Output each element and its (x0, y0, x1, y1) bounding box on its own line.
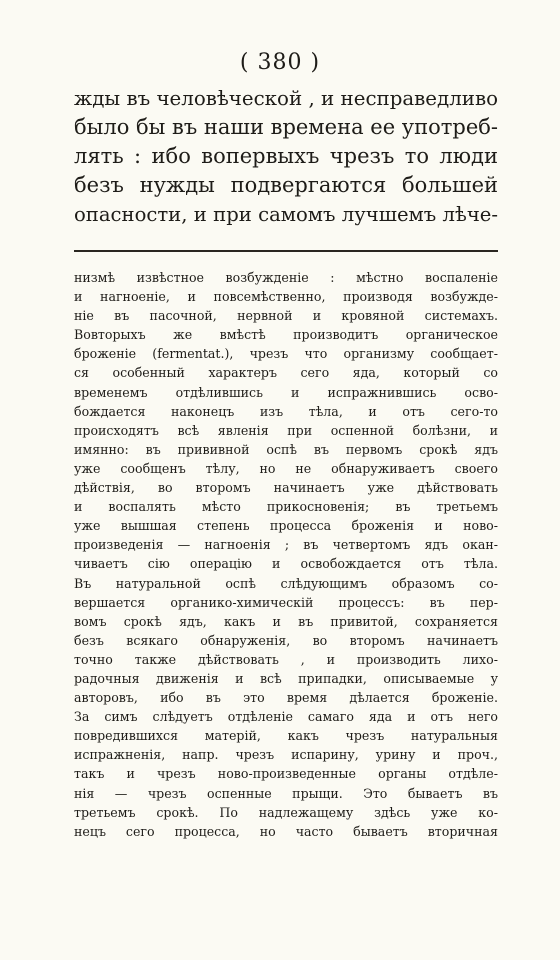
footnote-line: третьемъ срокѣ. По надлежащему здѣсь уже ко- (74, 804, 498, 820)
footnote-line: За симъ слѣдуетъ отдѣленіе самаго яда и отъ него (74, 709, 498, 725)
main-text-line: было бы въ наши времена ее употреб- (74, 115, 499, 139)
footnote-line: бождается наконецъ изъ тѣла, и отъ сего-то (74, 403, 498, 419)
footnote-line: авторовъ, ибо въ это время дѣлается броженіе. (74, 690, 498, 706)
footnote-line: Вовторыхъ же вмѣстѣ производитъ органическое (74, 327, 498, 343)
footnote-line: и воспалять мѣсто прикосновенія; въ третьемъ (74, 499, 498, 515)
footnote-line: броженіе (fermentat.), чрезъ что организму сообщает- (74, 346, 498, 362)
main-text-block (74, 84, 498, 229)
footnote-line: безъ всякаго обнаруженія, во второмъ начинаетъ (74, 632, 498, 648)
main-text-line: опасности, и при самомъ лучшемъ лѣче- (74, 203, 498, 226)
footnote-line: испражненія, напр. чрезъ испарину, урину и проч., (74, 747, 498, 763)
footnote-separator-rule (74, 250, 498, 252)
footnote-line: имянно: въ прививной оспѣ въ первомъ срокѣ ядъ (74, 441, 498, 457)
footnote-line: происходятъ всѣ явленія при оспенной болѣзни, и (74, 422, 498, 438)
footnote-line: нія — чрезъ оспенные прыщи. Это бываетъ въ (74, 785, 498, 801)
footnote-line: вершается органико-химическій процессъ: въ пер- (74, 594, 498, 610)
main-text-line: лять : ибо вопервыхъ чрезъ то люди (74, 144, 498, 168)
footnote-line: точно также дѣйствовать , и производить лихо- (74, 651, 498, 667)
footnote-line: низмѣ извѣстное возбужденіе : мѣстно воспаленіе (74, 270, 498, 285)
footnote-line: повредившихся матерій, какъ чрезъ натуральныя (74, 728, 498, 744)
footnote-line: вомъ срокѣ ядъ, какъ и въ привитой, сохраняется (74, 613, 498, 629)
footnote-line: Въ натуральной оспѣ слѣдующимъ образомъ со- (74, 575, 498, 591)
footnote-line: ніе въ пасочной, нервной и кровяной системахъ. (74, 308, 498, 324)
footnote-line: такъ и чрезъ ново-произведенные органы отдѣле- (74, 766, 498, 782)
footnote-line: и нагноеніе, и повсемѣственно, производя возбужде- (74, 289, 498, 305)
footnote-line: произведенія — нагноенія ; въ четвертомъ ядъ окан- (74, 537, 498, 553)
footnote-line: дѣйствія, во второмъ начинаетъ уже дѣйствовать (74, 480, 498, 496)
footnote-line: чиваетъ сію операцію и освобождается отъ тѣла. (74, 556, 498, 572)
footnote-line: ся особенный характеръ сего яда, который со (74, 365, 498, 381)
footnote-line: уже сообщенъ тѣлу, но не обнаруживаетъ своего (74, 460, 498, 476)
footnote-line: временемъ отдѣлившись и испражнившись осво- (74, 384, 498, 400)
footnote-line: нецъ сего процесса, но часто бываетъ вторичная (74, 823, 498, 839)
page-number: ( 380 ) (239, 50, 321, 75)
footnote-line: радочныя движенія и всѣ припадки, описываемые у (74, 670, 498, 686)
main-text-line: безъ нужды подвергаются большей (74, 173, 498, 197)
footnote-text-block (74, 268, 498, 841)
footnote-line: уже вышшая степень процесса броженія и ново- (74, 518, 498, 534)
main-text-line: жды въ человѣческой , и несправедливо (74, 87, 498, 110)
